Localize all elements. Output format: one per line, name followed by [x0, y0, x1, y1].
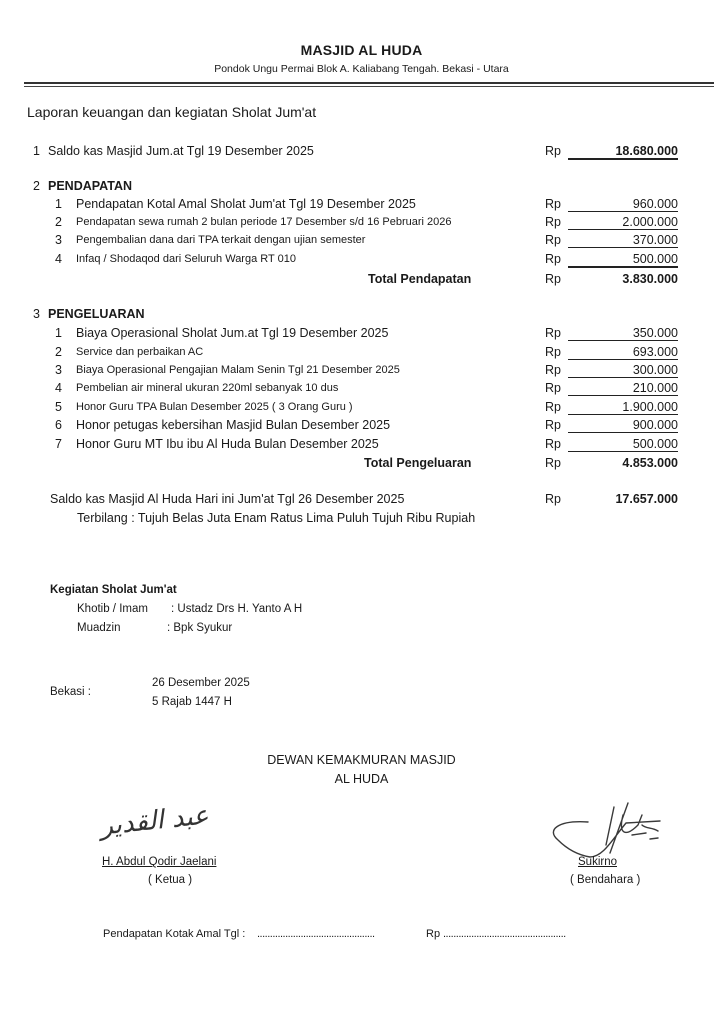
currency-label: Rp [545, 345, 561, 359]
item-number: 3 [55, 233, 62, 247]
footer-kotak-amal-label: Pendapatan Kotak Amal Tgl : [103, 928, 246, 940]
council-line-2: AL HUDA [334, 772, 389, 786]
saldo-awal-amount: 18.680.000 [568, 144, 678, 160]
item-label: Honor Guru TPA Bulan Desember 2025 ( 3 Orang Guru ) [76, 401, 353, 413]
khotib-label: Khotib / Imam [77, 603, 148, 615]
pengeluaran-heading: PENGELUARAN [48, 307, 145, 321]
currency-label: Rp [545, 233, 561, 247]
section-number-1: 1 [33, 144, 40, 158]
item-label: Infaq / Shodaqod dari Seluruh Warga RT 010 [76, 253, 296, 265]
mosque-name: MASJID AL HUDA [300, 42, 423, 58]
item-label: Service dan perbaikan AC [76, 346, 204, 358]
saldo-akhir-amount: 17.657.000 [615, 492, 678, 506]
item-amount: 500.000 [568, 252, 678, 268]
ketua-role: ( Ketua ) [148, 874, 193, 886]
currency-label: Rp [545, 456, 561, 470]
item-amount: 370.000 [568, 233, 678, 248]
bendahara-name: Sukirno [578, 856, 617, 868]
currency-label: Rp [545, 326, 561, 340]
total-pendapatan-amount: 3.830.000 [622, 272, 678, 286]
item-number: 2 [55, 345, 62, 359]
item-number: 7 [55, 437, 62, 451]
currency-label: Rp [545, 492, 561, 506]
terbilang-text: Terbilang : Tujuh Belas Juta Enam Ratus Lima Puluh Tujuh Ribu Rupiah [77, 511, 476, 525]
item-label: Pendapatan Kotal Amal Sholat Jum'at Tgl 19 Desember 2025 [76, 197, 416, 211]
item-label: Pengembalian dana dari TPA terkait dengan ujian semester [76, 234, 366, 246]
item-amount: 1.900.000 [568, 400, 678, 415]
item-number: 1 [55, 326, 62, 340]
currency-label: Rp [545, 418, 561, 432]
mosque-address: Pondok Ungu Permai Blok A. Kaliabang Tengah. Bekasi - Utara [214, 63, 509, 75]
item-label: Biaya Operasional Pengajian Malam Senin Tgl 21 Desember 2025 [76, 364, 400, 376]
currency-label: Rp [545, 272, 561, 286]
saldo-awal-label: Saldo kas Masjid Jum.at Tgl 19 Desember 2025 [48, 144, 314, 158]
item-amount: 960.000 [568, 197, 678, 212]
kegiatan-heading: Kegiatan Sholat Jum'at [50, 584, 177, 596]
item-amount: 300.000 [568, 363, 678, 378]
currency-label: Rp [545, 437, 561, 451]
total-pengeluaran-amount: 4.853.000 [622, 456, 678, 470]
item-label: Honor Guru MT Ibu ibu Al Huda Bulan Desember 2025 [76, 437, 379, 451]
item-number: 2 [55, 215, 62, 229]
date-gregorian: 26 Desember 2025 [152, 677, 250, 689]
currency-label: Rp [545, 144, 561, 158]
header-rule-thick [24, 82, 714, 84]
item-label: Honor petugas kebersihan Masjid Bulan Desember 2025 [76, 418, 391, 432]
item-amount: 210.000 [568, 381, 678, 396]
item-amount: 900.000 [568, 418, 678, 433]
item-label: Pendapatan sewa rumah 2 bulan periode 17 Desember s/d 16 Pebruari 2026 [76, 216, 452, 228]
place-label: Bekasi : [50, 686, 91, 698]
currency-label: Rp [545, 197, 561, 211]
item-number: 4 [55, 252, 62, 266]
item-label: Pembelian air mineral ukuran 220ml sebanyak 10 dus [76, 382, 339, 394]
section-number-2: 2 [33, 179, 40, 193]
footer-date-blank: .............................................. [257, 928, 375, 940]
total-pendapatan-label: Total Pendapatan [368, 272, 472, 286]
item-number: 1 [55, 197, 62, 211]
bendahara-signature [548, 795, 688, 870]
item-amount: 2.000.000 [568, 215, 678, 230]
item-number: 4 [55, 381, 62, 395]
muadzin-label: Muadzin [77, 622, 121, 634]
item-label: Biaya Operasional Sholat Jum.at Tgl 19 Desember 2025 [76, 326, 389, 340]
item-amount: 500.000 [568, 437, 678, 452]
currency-label: Rp [545, 381, 561, 395]
item-number: 6 [55, 418, 62, 432]
item-amount: 693.000 [568, 345, 678, 360]
total-pengeluaran-label: Total Pengeluaran [364, 456, 472, 470]
currency-label: Rp [545, 252, 561, 266]
saldo-akhir-label: Saldo kas Masjid Al Huda Hari ini Jum'at Tgl 26 Desember 2025 [50, 492, 405, 506]
report-title: Laporan keuangan dan kegiatan Sholat Jum'at [27, 104, 317, 120]
khotib-value: : Ustadz Drs H. Yanto A H [171, 603, 303, 615]
ketua-signature: عبد القدير [98, 800, 211, 842]
header-rule-thin [24, 86, 714, 87]
bendahara-role: ( Bendahara ) [570, 874, 641, 886]
pendapatan-heading: PENDAPATAN [48, 179, 133, 193]
item-number: 5 [55, 400, 62, 414]
date-hijri: 5 Rajab 1447 H [152, 696, 232, 708]
footer-rp-label: Rp [426, 928, 441, 940]
section-number-3: 3 [33, 307, 40, 321]
item-number: 3 [55, 363, 62, 377]
currency-label: Rp [545, 400, 561, 414]
footer-amount-blank: ................................................ [443, 928, 566, 940]
item-amount: 350.000 [568, 326, 678, 341]
currency-label: Rp [545, 363, 561, 377]
ketua-name: H. Abdul Qodir Jaelani [102, 856, 217, 868]
council-line-1: DEWAN KEMAKMURAN MASJID [267, 753, 456, 767]
currency-label: Rp [545, 215, 561, 229]
muadzin-value: : Bpk Syukur [167, 622, 233, 634]
